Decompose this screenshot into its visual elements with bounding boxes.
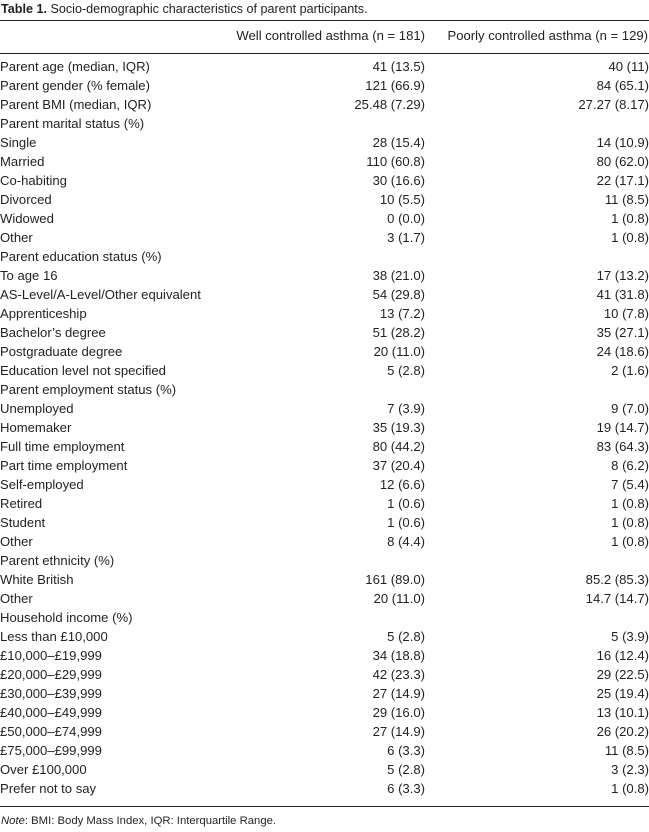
row-value-well: 34 (18.8) [372, 648, 425, 663]
row-value-well: 51 (28.2) [372, 325, 425, 340]
table-row [0, 570, 649, 589]
table-row [0, 152, 649, 171]
row-value-well [240, 114, 425, 133]
row-value-well: 27 (14.9) [372, 724, 425, 739]
row-value-poor [425, 114, 649, 133]
row-value-well: 110 (60.8) [366, 154, 425, 169]
row-label: Education level not specified [0, 363, 166, 378]
row-value-poor: 1 (0.8) [611, 496, 649, 511]
table-note-label: Note [1, 815, 25, 827]
row-value-well: 5 (2.8) [387, 629, 425, 644]
demographics-table [0, 57, 649, 798]
table-row [0, 95, 649, 114]
row-value-poor: 1 (0.8) [611, 781, 649, 796]
row-value-well: 29 (16.0) [372, 705, 425, 720]
row-label: Widowed [0, 211, 54, 226]
row-label: £40,000–£49,999 [0, 705, 102, 720]
row-value-poor: 19 (14.7) [596, 420, 649, 435]
row-label: Parent ethnicity (%) [0, 553, 115, 568]
row-value-well: 7 (3.9) [387, 401, 425, 416]
row-value-poor: 11 (8.5) [604, 192, 649, 207]
row-value-poor: 40 (11) [608, 59, 649, 74]
row-value-well: 25.48 (7.29) [354, 97, 425, 112]
table-row [0, 760, 649, 779]
row-value-well: 37 (20.4) [372, 458, 425, 473]
row-label: AS-Level/A-Level/Other equivalent [0, 287, 201, 302]
table-row [0, 399, 649, 418]
row-label: Unemployed [0, 401, 74, 416]
table-body [0, 57, 649, 798]
row-label: Bachelor’s degree [0, 325, 106, 340]
row-label: Parent marital status (%) [0, 116, 145, 131]
row-value-poor: 80 (62.0) [596, 154, 649, 169]
row-label: Parent BMI (median, IQR) [0, 97, 152, 112]
table-row [0, 684, 649, 703]
row-value-poor: 13 (10.1) [596, 705, 649, 720]
row-value-poor: 1 (0.8) [611, 230, 649, 245]
table-row [0, 190, 649, 209]
row-value-well: 20 (11.0) [373, 344, 425, 359]
row-value-well: 6 (3.3) [387, 743, 425, 758]
row-value-well: 3 (1.7) [387, 230, 425, 245]
row-label: Parent gender (% female) [0, 78, 150, 93]
table-row [0, 247, 649, 266]
row-value-poor: 9 (7.0) [611, 401, 649, 416]
row-value-well: 27 (14.9) [372, 686, 425, 701]
row-value-poor: 16 (12.4) [596, 648, 649, 663]
row-value-poor: 7 (5.4) [611, 477, 649, 492]
row-label: Other [0, 591, 33, 606]
row-value-well: 12 (6.6) [379, 477, 425, 492]
table-bottom-rule [0, 806, 649, 807]
row-value-well: 8 (4.4) [387, 534, 425, 549]
row-value-poor: 1 (0.8) [611, 534, 649, 549]
table-row [0, 741, 649, 760]
table-top-rule [0, 20, 649, 21]
row-value-poor: 35 (27.1) [596, 325, 649, 340]
row-label: Other [0, 534, 33, 549]
row-label: Single [0, 135, 37, 150]
row-value-well [240, 608, 425, 627]
table-row [0, 266, 649, 285]
row-value-poor: 14 (10.9) [596, 135, 649, 150]
row-value-poor: 26 (20.2) [596, 724, 649, 739]
row-value-poor: 3 (2.3) [611, 762, 649, 777]
row-label: £30,000–£39,999 [0, 686, 102, 701]
table-caption-text: Socio-demographic characteristics of parent participants. [50, 2, 368, 16]
row-label: Parent education status (%) [0, 249, 162, 264]
row-value-poor: 24 (18.6) [596, 344, 649, 359]
row-value-poor [425, 551, 649, 570]
table-row [0, 722, 649, 741]
table-row [0, 494, 649, 513]
row-label: Household income (%) [0, 610, 133, 625]
row-value-poor: 27.27 (8.17) [578, 97, 649, 112]
row-value-well: 5 (2.8) [387, 363, 425, 378]
row-value-well: 13 (7.2) [379, 306, 425, 321]
row-value-well: 30 (16.6) [372, 173, 425, 188]
table-row [0, 323, 649, 342]
row-value-well: 35 (19.3) [372, 420, 425, 435]
row-value-well [240, 551, 425, 570]
row-value-well: 20 (11.0) [373, 591, 425, 606]
table-row [0, 304, 649, 323]
row-label: Student [0, 515, 46, 530]
table-row [0, 133, 649, 152]
row-value-well: 80 (44.2) [372, 439, 425, 454]
table-row [0, 627, 649, 646]
table-row [0, 703, 649, 722]
row-value-poor: 29 (22.5) [596, 667, 649, 682]
row-value-well: 5 (2.8) [387, 762, 425, 777]
row-value-poor [425, 608, 649, 627]
table-row [0, 589, 649, 608]
row-value-poor: 22 (17.1) [596, 173, 649, 188]
row-label: Parent age (median, IQR) [0, 59, 150, 74]
table-row [0, 228, 649, 247]
table-row [0, 608, 649, 627]
row-value-poor: 2 (1.6) [611, 363, 649, 378]
table-row [0, 171, 649, 190]
table-row [0, 285, 649, 304]
row-label: White British [0, 572, 74, 587]
row-value-poor: 25 (19.4) [596, 686, 649, 701]
table-row [0, 114, 649, 133]
table-row [0, 665, 649, 684]
row-value-well: 161 (89.0) [365, 572, 425, 587]
table-row [0, 209, 649, 228]
row-value-poor: 1 (0.8) [611, 515, 649, 530]
row-value-poor: 1 (0.8) [611, 211, 649, 226]
row-value-poor: 8 (6.2) [611, 458, 649, 473]
table-row [0, 342, 649, 361]
row-label: Over £100,000 [0, 762, 87, 777]
row-value-well: 28 (15.4) [372, 135, 425, 150]
row-label: Co-habiting [0, 173, 67, 188]
table-row [0, 380, 649, 399]
table-row [0, 456, 649, 475]
row-label: Retired [0, 496, 43, 511]
row-value-poor: 84 (65.1) [596, 78, 649, 93]
row-label: £20,000–£29,999 [0, 667, 102, 682]
row-label: £10,000–£19,999 [0, 648, 102, 663]
row-value-well: 38 (21.0) [372, 268, 425, 283]
table-caption-label: Table 1. [1, 2, 47, 16]
row-value-well: 42 (23.3) [372, 667, 425, 682]
table-row [0, 76, 649, 95]
row-label: Homemaker [0, 420, 72, 435]
row-label: Less than £10,000 [0, 629, 108, 644]
row-value-well: 121 (66.9) [365, 78, 425, 93]
row-value-poor: 14.7 (14.7) [585, 591, 649, 606]
row-value-poor: 17 (13.2) [596, 268, 649, 283]
row-label: Apprenticeship [0, 306, 87, 321]
row-label: Other [0, 230, 33, 245]
row-label: Self-employed [0, 477, 84, 492]
row-value-well: 6 (3.3) [387, 781, 425, 796]
row-value-poor [425, 247, 649, 266]
row-label: Divorced [0, 192, 52, 207]
row-label: To age 16 [0, 268, 58, 283]
column-header-poorly-controlled: Poorly controlled asthma (n = 129) [447, 28, 648, 43]
table-row [0, 551, 649, 570]
row-value-well [240, 380, 425, 399]
table-header-rule [0, 53, 649, 54]
row-value-well: 54 (29.8) [372, 287, 425, 302]
row-value-well: 10 (5.5) [379, 192, 425, 207]
table-row [0, 361, 649, 380]
row-value-well: 1 (0.6) [387, 496, 425, 511]
table-row [0, 418, 649, 437]
table-note-text: : BMI: Body Mass Index, IQR: Interquartile Range. [24, 815, 277, 827]
table-row [0, 475, 649, 494]
table-row [0, 779, 649, 798]
row-label: £50,000–£74,999 [0, 724, 102, 739]
table-row [0, 57, 649, 76]
row-label: Prefer not to say [0, 781, 97, 796]
row-value-poor [425, 380, 649, 399]
row-label: Full time employment [0, 439, 125, 454]
row-label: Married [0, 154, 45, 169]
row-value-poor: 41 (31.8) [596, 287, 649, 302]
row-label: £75,000–£99,999 [0, 743, 102, 758]
row-value-well: 0 (0.0) [387, 211, 425, 226]
column-header-well-controlled: Well controlled asthma (n = 181) [236, 28, 425, 43]
table-note [1, 815, 276, 827]
row-value-poor: 83 (64.3) [596, 439, 649, 454]
row-label: Part time employment [0, 458, 128, 473]
row-value-poor: 10 (7.8) [603, 306, 649, 321]
row-value-well [240, 247, 425, 266]
table-caption [1, 2, 368, 16]
row-value-poor: 5 (3.9) [611, 629, 649, 644]
row-value-well: 41 (13.5) [372, 59, 425, 74]
table-row [0, 437, 649, 456]
table-row [0, 646, 649, 665]
table-row [0, 532, 649, 551]
row-value-well: 1 (0.6) [387, 515, 425, 530]
table-row [0, 513, 649, 532]
row-value-poor: 85.2 (85.3) [585, 572, 649, 587]
row-label: Parent employment status (%) [0, 382, 177, 397]
row-label: Postgraduate degree [0, 344, 123, 359]
row-value-poor: 11 (8.5) [604, 743, 649, 758]
